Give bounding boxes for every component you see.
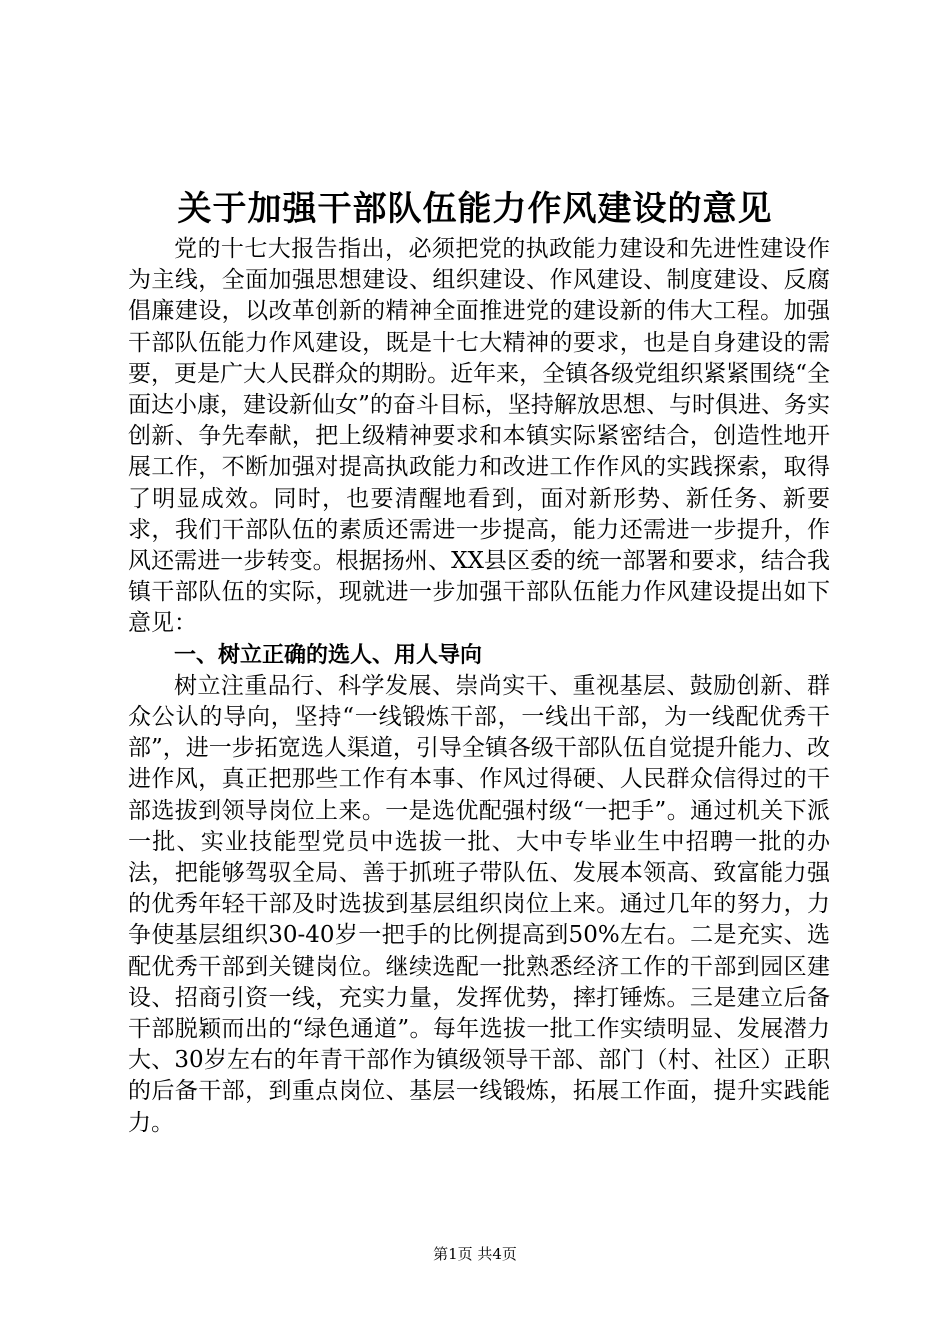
document-title: 关于加强干部队伍能力作风建设的意见 [177,189,773,229]
section-paragraph: 树立注重品行、科学发展、崇尚实干、重视基层、鼓励创新、群众公认的导向，坚持“一线锻炼干部，一线出干部，为一线配优秀干部”，进一步拓宽选人渠道，引导全镇各级干部队伍自觉提升能力、改进作风，真正把那些工作有本事、作风过得硬、人民群众信得过的干部选拔到领导岗位上来。一是选优配强村级“一把手”。通过机关下派一批、实业技能型党员中选拔一批、大中专毕业生中招聘一批的办法，把能够驾驭全局、善于抓班子带队伍、发展本领高、致富能力强的优秀年轻干部及时选拔到基层组织岗位上来。通过几年的努力，力争使基层组织30-40岁一把手的比例提高到50%左右。二是充实、选配优秀干部到关键岗位。继续选配一批熟悉经济工作的干部到园区建设、招商引资一线，充实力量，发挥优势，摔打锤炼。三是建立后备干部脱颖而出的“绿色通道”。每年选拔一批工作实绩明显、发展潜力大、30岁左右的年青干部作为镇级领导干部、部门（村、社区）正职的后备干部，到重点岗位、基层一线锻炼，拓展工作面，提升实践能力。 [128,672,830,1136]
document-body [128,234,830,1139]
intro-paragraph: 党的十七大报告指出，必须把党的执政能力建设和先进性建设作为主线，全面加强思想建设、组织建设、作风建设、制度建设、反腐倡廉建设，以改革创新的精神全面推进党的建设新的伟大工程。加强干部队伍能力作风建设，既是十七大精神的要求，也是自身建设的需要，更是广大人民群众的期盼。近年来，全镇各级党组织紧紧围绕“全面达小康，建设新仙女”的奋斗目标，坚持解放思想、与时俱进、务实创新、争先奉献，把上级精神要求和本镇实际紧密结合，创造性地开展工作，不断加强对提高执政能力和改进工作作风的实践探索，取得了明显成效。同时，也要清醒地看到，面对新形势、新任务、新要求，我们干部队伍的素质还需进一步提高，能力还需进一步提升，作风还需进一步转变。根据扬州、XX县区委的统一部署和要求，结合我镇干部队伍的实际，现就进一步加强干部队伍能力作风建设提出如下意见： [128,236,830,637]
section-heading: 一、树立正确的选人、用人导向 [174,642,483,668]
page-footer: 第1页 共4页 [433,1245,517,1263]
